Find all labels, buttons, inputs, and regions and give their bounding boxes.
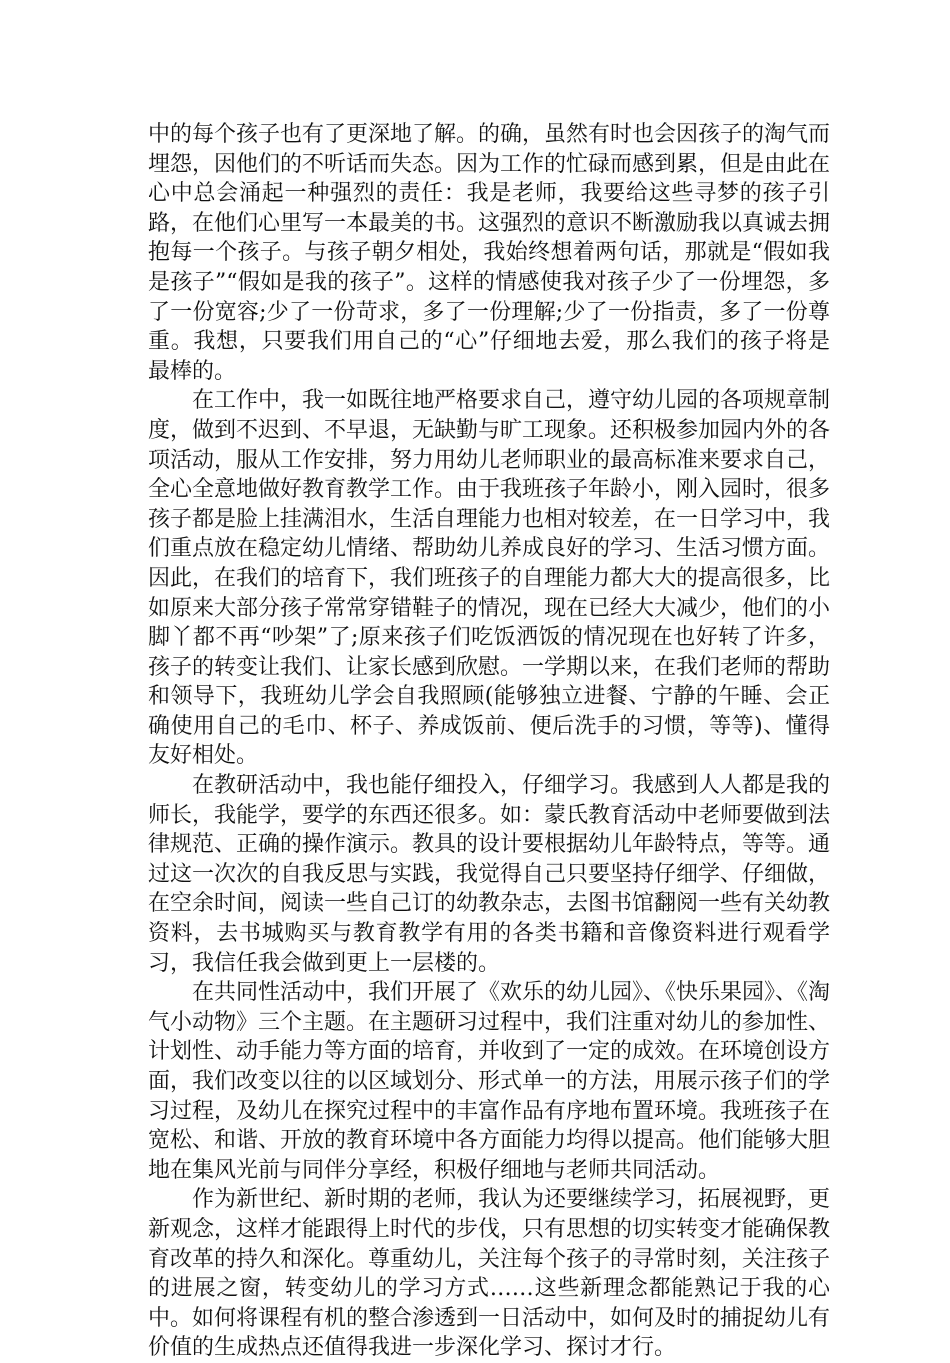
paragraph-1: 中的每个孩子也有了更深地了解。的确，虽然有时也会因孩子的淘气而埋怨，因他们的不听话而失态。因为工作的忙碌而感到累，但是由此在心中总会涌起一种强烈的责任：我是老师，我要给这些寻梦的孩子引路，在他们心里写一本最美的书。这强烈的意识不断激励我以真诚去拥抱每一个孩子。与孩子朝夕相处，我始终想着两句话，那就是“假如我是孩子”“假如是我的孩子”。这样的情感使我对孩子少了一份埋怨，多了一份宽容;少了一份苛求，多了一份理解;少了一份指责，多了一份尊重。我想，只要我们用自己的“心”仔细地去爱，那么我们的孩子将是最棒的。: [148, 122, 831, 384]
paragraph-5: 作为新世纪、新时期的老师，我认为还要继续学习，拓展视野，更新观念，这样才能跟得上时代的步伐，只有思想的切实转变才能确保教育改革的持久和深化。尊重幼儿，关注每个孩子的寻常时刻，关注孩子的进展之窗，转变幼儿的学习方式……这些新理念都能熟记于我的心中。如何将课程有机的整合渗透到一日活动中，如何及时的捕捉幼儿有价值的生成热点还值得我进一步深化学习、探讨才行。: [148, 1187, 831, 1361]
paragraph-2: 在工作中，我一如既往地严格要求自己，遵守幼儿园的各项规章制度，做到不迟到、不早退，无缺勤与旷工现象。还积极参加园内外的各项活动，服从工作安排，努力用幼儿老师职业的最高标准来要求自己，全心全意地做好教育教学工作。由于我班孩子年龄小，刚入园时，很多孩子都是脸上挂满泪水，生活自理能力也相对较差，在一日学习中，我们重点放在稳定幼儿情绪、帮助幼儿养成良好的学习、生活习惯方面。因此，在我们的培育下，我们班孩子的自理能力都大大的提高很多，比如原来大部分孩子常常穿错鞋子的情况，现在已经大大减少，他们的小脚丫都不再“吵架”了;原来孩子们吃饭洒饭的情况现在也好转了许多，孩子的转变让我们、让家长感到欣慰。一学期以来，在我们老师的帮助和领导下，我班幼儿学会自我照顾(能够独立进餐、宁静的午睡、会正确使用自己的毛巾、杯子、养成饭前、便后洗手的习惯，等等)、懂得友好相处。: [148, 388, 831, 769]
paragraph-4: 在共同性活动中，我们开展了《欢乐的幼儿园》、《快乐果园》、《淘气小动物》三个主题。在主题研习过程中，我们注重对幼儿的参加性、计划性、动手能力等方面的培育，并收到了一定的成效。在环境创设方面，我们改变以往的以区域划分、形式单一的方法，用展示孩子们的学习过程，及幼儿在探究过程中的丰富作品有序地布置环境。我班孩子在宽松、和谐、开放的教育环境中各方面能力均得以提高。他们能够大胆地在集风光前与同伴分享经，积极仔细地与老师共同活动。: [148, 980, 831, 1183]
document-body: [148, 120, 830, 1363]
paragraph-3: 在教研活动中，我也能仔细投入，仔细学习。我感到人人都是我的师长，我能学，要学的东西还很多。如：蒙氏教育活动中老师要做到法律规范、正确的操作演示。教具的设计要根据幼儿年龄特点，等等。通过这一次次的自我反思与实践，我觉得自己只要坚持仔细学、仔细做，在空余时间，阅读一些自己订的幼教杂志，去图书馆翻阅一些有关幼教资料，去书城购买与教育教学有用的各类书籍和音像资料进行观看学习，我信任我会做到更上一层楼的。: [148, 773, 831, 976]
